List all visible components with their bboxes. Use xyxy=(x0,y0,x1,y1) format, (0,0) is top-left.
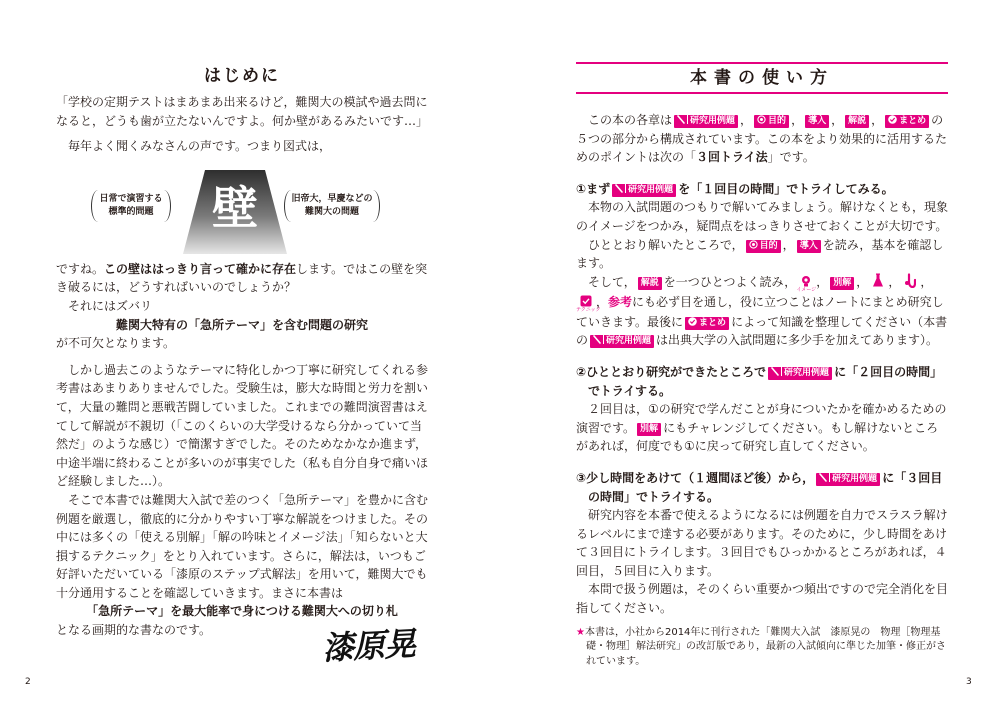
step1-p2-rest: を読み，基本を確認します。 xyxy=(576,237,944,271)
step1-paragraph-3 xyxy=(576,273,948,350)
closing-line: となる画期的な書なのです。 xyxy=(56,623,212,638)
image-method-icon xyxy=(796,275,816,293)
comma: ， xyxy=(791,113,804,127)
pencil-icon xyxy=(593,335,601,344)
step2-p-rest: にもチャレンジしてください。もし解けないところがあれば，何度でも①に戻って研究し直してください。 xyxy=(576,420,939,454)
wall-paragraph-rest: します。ではこの壁を突き破るには，どうすればいいのでしょうか？ xyxy=(56,261,428,295)
step1-p3-lead: そして， xyxy=(588,274,636,289)
three-try-method: ３回トライ法 xyxy=(696,150,768,165)
lightbulb-icon xyxy=(800,275,812,287)
badge-example-problem-label: 研究用例題 xyxy=(606,336,652,347)
step3-paragraph-1: 研究内容を本番で使えるようになるには例題を自力でスラスラ解けるレベルにまで達する必要があります。そのために，少し時間をあけて３回目にトライします。３回目でもひっかかるところがあれば，４回目，５回目に入ります。 xyxy=(576,508,948,578)
check-circle-icon xyxy=(888,115,897,124)
badge-divider xyxy=(625,184,626,193)
author-signature: 漆原晃 xyxy=(321,624,416,668)
comma: ， xyxy=(856,274,869,289)
right-page-number: 3 xyxy=(966,677,972,687)
chapter-structure-paragraph xyxy=(576,111,948,167)
past-books-paragraph: しかし過去このようなテーマに特化しかつ丁寧に研究してくれる参考書はあまりありませんでした。受験生は，膨大な時間と労力を割いて，大量の難問と悪戦苦闘していました。これまでの難問演習書はえてして解説が不親切（「このくらいの大学受けるなら分かっていて当然だ」のような感じ）で簡潔すぎでした。そのためなかなか進まず，中途半端に終わることが多いのが事実でした（私も自分自身で痛いほど経験しました…）。 xyxy=(56,362,429,489)
image-method-label: イメージ xyxy=(796,286,817,293)
left-page-body xyxy=(56,0,428,640)
step3-heading xyxy=(576,469,948,506)
step2-p-lead: ２回目は，①の研究で学んだことが身についたかを確かめるための演習です。 xyxy=(576,402,947,435)
right-page xyxy=(500,0,1000,709)
wall-character: 壁 xyxy=(212,180,258,235)
badge-example-problem xyxy=(674,115,738,128)
badge-divider xyxy=(603,335,604,344)
pencil-icon xyxy=(677,115,685,124)
badge-alternative-solution: 別解 xyxy=(637,423,661,436)
left-page-number: 2 xyxy=(25,677,31,687)
right-page-body xyxy=(576,0,948,670)
comma: ， xyxy=(596,294,609,309)
step1-p3-read: を一つひとつよく読み， xyxy=(663,274,797,289)
pointer-icon xyxy=(904,273,916,288)
star-icon: ★ xyxy=(576,626,585,638)
comma: ， xyxy=(816,274,829,289)
target-icon xyxy=(757,115,766,124)
step2-heading-lead: ②ひととおり研究ができたところで xyxy=(576,364,767,379)
badge-example-problem-label: 研究用例題 xyxy=(784,367,830,378)
technique-icon-item xyxy=(576,295,601,313)
badge-purpose xyxy=(746,240,781,253)
badge-explanation: 解説 xyxy=(845,115,869,128)
check-circle-icon xyxy=(688,317,697,326)
badge-intro: 導入 xyxy=(797,240,821,253)
revision-note xyxy=(576,626,948,670)
comma: ， xyxy=(871,113,884,127)
opening-quote: 「学校の定期テストはまあまあ出来るけど，難関大の模試や過去問になると，どうも歯が立たないんですよ。何か壁があるみたいです…」 xyxy=(56,95,429,128)
this-book-paragraph: そこで本書では難関大入試で差のつく「急所テーマ」を豊かに含む例題を厳選し，徹底的に分かりやすい丁寧な解説をつけました。その中には多くの「使える別解」「解の吟味とイメージ法」「知らないと大損するテクニック」をとり入れています。さらに，解法は，いつもご好評いただいている「漆原のステップ式解法」を用いて，難関大でも十分通用することを確認していきます。まさに本書は xyxy=(56,492,429,600)
technique-label: テクニック xyxy=(576,306,601,313)
standard-problems-label xyxy=(91,190,171,222)
step1-heading-lead: ①まず xyxy=(576,181,611,196)
difficult-problems-label xyxy=(284,190,380,222)
badge-intro: 導入 xyxy=(805,115,829,128)
badge-summary xyxy=(685,317,729,330)
pencil-icon xyxy=(615,184,623,193)
zubari-line: それにはズバリ xyxy=(68,298,153,313)
difficult-problems-line1: 旧帝大，早慶などの xyxy=(291,193,373,204)
badge-summary xyxy=(885,115,929,128)
badge-example-problem-label: 研究用例題 xyxy=(628,184,674,195)
badge-purpose xyxy=(754,115,789,128)
badge-summary-label: まとめ xyxy=(899,116,927,126)
left-page-title: はじめに xyxy=(204,66,280,86)
badge-example-problem-label: 研究用例題 xyxy=(690,116,736,126)
step3-heading-lead: ③少し時間をあけて（１週間ほど後）から， xyxy=(576,470,815,485)
badge-divider xyxy=(781,367,782,376)
comma: ， xyxy=(740,113,753,127)
badge-purpose-label: 目的 xyxy=(759,240,778,251)
intro-body: の５つの部分から構成されています。この本をより効果的に活用するためのポイントは次の「 xyxy=(576,113,948,165)
step1-heading xyxy=(576,180,948,199)
step2-heading xyxy=(576,363,948,400)
student-voice-paragraph: 毎年よく聞くみなさんの声です。つまり図式は， xyxy=(68,139,332,154)
right-page-title: 本書の使い方 xyxy=(690,68,834,88)
badge-example-problem xyxy=(768,367,832,380)
right-page-title-bar xyxy=(576,62,948,94)
comma: ， xyxy=(782,237,795,252)
standard-problems-line1: 日常で演習する xyxy=(99,193,163,204)
badge-purpose-label: 目的 xyxy=(768,116,787,126)
step1-p3-notes: にも必ず目を通し，役に立つことはノートにまとめ研究していきます。最後に xyxy=(576,294,944,329)
pencil-icon xyxy=(819,473,827,482)
reference-keyword: 参考 xyxy=(608,294,633,309)
step3-paragraph-2: 本問で扱う例題は，そのくらい重要かつ頻出ですので完全消化を目指してください。 xyxy=(576,582,949,616)
badge-example-problem xyxy=(590,335,654,348)
target-icon xyxy=(749,240,758,249)
badge-explanation: 解説 xyxy=(638,277,662,290)
comma: ， xyxy=(831,113,844,127)
wall-exists-emphasis: この壁ははっきり言って確かに存在 xyxy=(104,261,297,276)
intro-lead: この本の各章は xyxy=(588,113,673,127)
difficult-problems-line2: 難関大の問題 xyxy=(304,206,359,217)
wall-paragraph-lead: ですね。 xyxy=(56,261,105,276)
step2-paragraph xyxy=(576,400,948,456)
badge-example-problem xyxy=(612,184,676,197)
badge-example-problem-label: 研究用例題 xyxy=(832,473,878,484)
step1-paragraph-1: 本物の入試問題のつもりで解いてみましょう。解けなくとも，現象のイメージをつかみ，疑問点をはっきりさせておくことが大切です。 xyxy=(576,200,949,233)
step2-heading-rest: に「２回目の時間」でトライする。 xyxy=(588,364,943,398)
intro-end: 」です。 xyxy=(767,150,815,165)
comma: ， xyxy=(888,274,901,289)
step1-heading-rest: を「１回目の時間」でトライしてみる。 xyxy=(678,181,894,196)
badge-alternative-solution: 別解 xyxy=(830,277,854,290)
badge-example-problem xyxy=(816,473,880,486)
technique-icon xyxy=(580,295,592,307)
step1-p3-organize: によって知識を整理してください（本書の xyxy=(576,314,948,348)
essential-line: が不可欠となります。 xyxy=(56,336,176,351)
pencil-icon xyxy=(771,367,779,376)
pointer-icon-item xyxy=(900,273,920,291)
flask-icon xyxy=(872,273,884,288)
flask-icon-item xyxy=(868,273,888,291)
standard-problems-line2: 標準的問題 xyxy=(108,206,154,217)
trump-card-highlight: 「急所テーマ」を最大能率で身につける難関大への切り札 xyxy=(86,604,398,619)
wall-diagram xyxy=(56,164,428,254)
step3-heading-rest: に「３回目の時間」でトライする。 xyxy=(588,470,943,504)
revision-note-text: 本書は，小社から2014年に刊行された「難関大入試 漆原晃の 物理［物理基礎・物理］解法研究」の改訂版であり，最新の入試傾向に準じた加筆・修正がされています。 xyxy=(584,626,946,668)
key-theme-highlight: 難関大特有の「急所テーマ」を含む問題の研究 xyxy=(115,317,368,332)
badge-divider xyxy=(687,115,688,124)
badge-summary-label: まとめ xyxy=(699,317,727,328)
step1-paragraph-2 xyxy=(576,236,948,273)
wall-paragraph xyxy=(56,260,428,297)
comma: ， xyxy=(920,274,933,289)
step1-p2-lead: ひととおり解いたところで， xyxy=(588,237,744,252)
step1-p3-end: は出典大学の入試問題に多少手を加えてあります）。 xyxy=(656,333,939,348)
badge-divider xyxy=(829,473,830,482)
